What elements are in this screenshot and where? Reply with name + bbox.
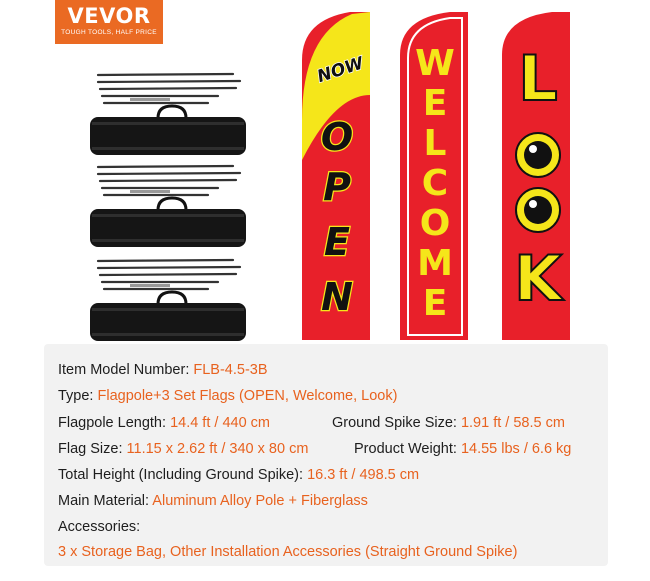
material-value: Aluminum Alloy Pole + Fiberglass bbox=[152, 493, 368, 509]
flag-welcome-letter: M bbox=[417, 243, 453, 284]
flag-open-letter: E bbox=[324, 220, 350, 264]
logo-brand-text: VEVOR bbox=[67, 4, 151, 28]
type-value: Flagpole+3 Set Flags (OPEN, Welcome, Look) bbox=[97, 388, 398, 404]
spike-size-value: 1.91 ft / 58.5 cm bbox=[460, 415, 565, 431]
total-height-value: 16.3 ft / 498.5 cm bbox=[307, 467, 420, 483]
flag-open-letter: N bbox=[321, 275, 353, 319]
spec-model-row: Item Model Number: FLB-4.5-3B bbox=[58, 362, 268, 378]
spec-height-row: Total Height (Including Ground Spike): 16.3 ft / 498.5 cm bbox=[58, 467, 420, 483]
flagpole-kit-2-image bbox=[88, 162, 248, 252]
spec-weight-row: Product Weight: 14.55 lbs / 6.6 kg bbox=[354, 441, 572, 457]
spec-spike-row: Ground Spike Size: 1.91 ft / 58.5 cm bbox=[332, 415, 565, 431]
flag-welcome-letter: W bbox=[415, 43, 455, 84]
flagpole-kit-3-image bbox=[88, 256, 248, 346]
flag-open bbox=[302, 12, 370, 340]
flag-open-letter: O bbox=[320, 115, 354, 159]
spec-panel bbox=[44, 344, 608, 566]
vevor-logo bbox=[55, 0, 163, 44]
logo-tagline: TOUGH TOOLS, HALF PRICE bbox=[61, 29, 157, 36]
spec-accessories-label: Accessories: bbox=[58, 519, 141, 535]
flag-look-letter: K bbox=[513, 242, 563, 315]
flagpole-kit-1-image bbox=[88, 70, 248, 160]
flag-look-letter: L bbox=[518, 42, 558, 115]
flag-open-letter: P bbox=[323, 165, 351, 209]
spec-flag-row: Flag Size: 11.15 x 2.62 ft / 340 x 80 cm bbox=[58, 441, 309, 457]
spec-pole-row: Flagpole Length: 14.4 ft / 440 cm bbox=[58, 415, 271, 431]
flag-welcome bbox=[400, 12, 468, 340]
flag-look bbox=[502, 12, 570, 340]
spec-material-row: Main Material: Aluminum Alloy Pole + Fiberglass bbox=[58, 493, 368, 509]
flag-welcome-letter: E bbox=[422, 283, 448, 324]
flag-welcome-letter: C bbox=[421, 163, 449, 204]
flag-size-value: 11.15 x 2.62 ft / 340 x 80 cm bbox=[126, 441, 309, 457]
feather-flags-image bbox=[290, 0, 590, 345]
spec-type-row: Type: Flagpole+3 Set Flags (OPEN, Welcome, Look) bbox=[58, 388, 398, 404]
weight-value: 14.55 lbs / 6.6 kg bbox=[460, 441, 572, 457]
flag-welcome-letter: E bbox=[422, 83, 448, 124]
look-eye-2 bbox=[516, 188, 560, 232]
flag-welcome-letter: O bbox=[419, 203, 451, 244]
spec-accessories-value: 3 x Storage Bag, Other Installation Accessories (Straight Ground Spike) bbox=[58, 544, 518, 560]
flag-open-line-1: NOW bbox=[314, 53, 367, 88]
flag-welcome-letter: L bbox=[423, 123, 447, 164]
look-eye-1 bbox=[516, 133, 560, 177]
pole-length-value: 14.4 ft / 440 cm bbox=[170, 415, 271, 431]
model-number-value: FLB-4.5-3B bbox=[193, 362, 268, 378]
